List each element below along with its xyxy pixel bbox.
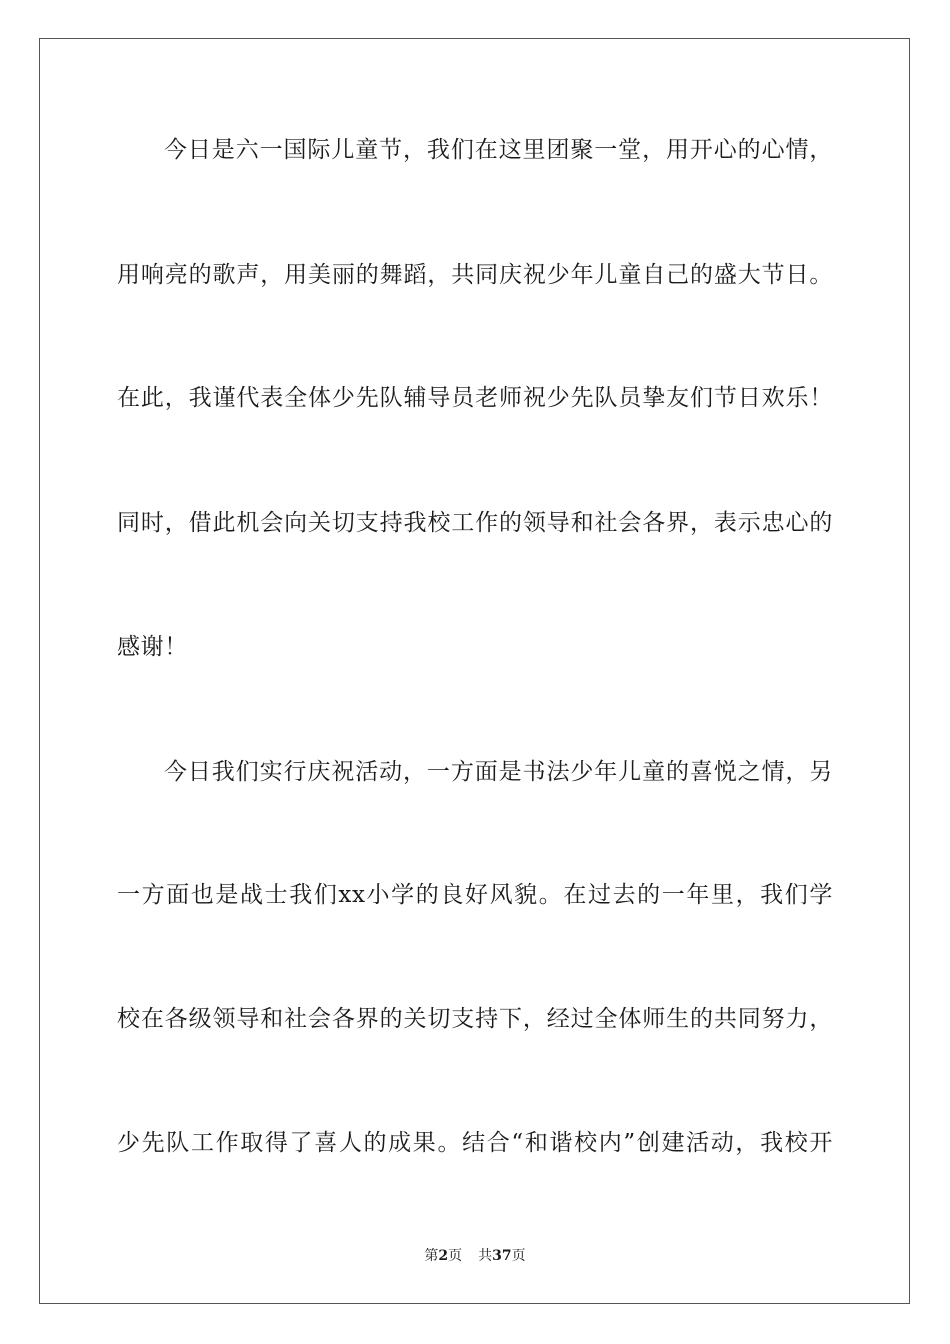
paragraph-1-line-4: 同时，借此机会向关切支持我校工作的领导和社会各界，表示忠心的 bbox=[117, 510, 833, 536]
page-number: 2 bbox=[438, 1248, 449, 1264]
total-pages: 37 bbox=[492, 1248, 512, 1264]
page-suffix: 页 bbox=[448, 1248, 463, 1264]
paragraph-1-line-2: 用响亮的歌声，用美丽的舞蹈，共同庆祝少年儿童自己的盛大节日。 bbox=[117, 262, 833, 288]
total-suffix: 页 bbox=[511, 1248, 526, 1264]
paragraph-1-line-5: 感谢！ bbox=[117, 634, 188, 660]
paragraph-1-line-3: 在此，我谨代表全体少先队辅导员老师祝少先队员挚友们节日欢乐！ bbox=[117, 385, 833, 411]
paragraph-2-line-2: 一方面也是战士我们xx小学的良好风貌。在过去的一年里，我们学 bbox=[117, 882, 833, 908]
paragraph-2-line-1: 今日我们实行庆祝活动，一方面是书法少年儿童的喜悦之情，另 bbox=[164, 759, 833, 785]
page-border bbox=[39, 38, 910, 1304]
paragraph-2-line-3: 校在各级领导和社会各界的关切支持下，经过全体师生的共同努力， bbox=[117, 1006, 833, 1032]
total-prefix: 共 bbox=[478, 1248, 493, 1264]
paragraph-1-line-1: 今日是六一国际儿童节，我们在这里团聚一堂，用开心的心情， bbox=[164, 137, 833, 163]
page-footer bbox=[0, 1247, 950, 1265]
paragraph-2-line-4: 少先队工作取得了喜人的成果。结合“和谐校内”创建活动，我校开 bbox=[117, 1130, 833, 1156]
page-prefix: 第 bbox=[424, 1248, 439, 1264]
